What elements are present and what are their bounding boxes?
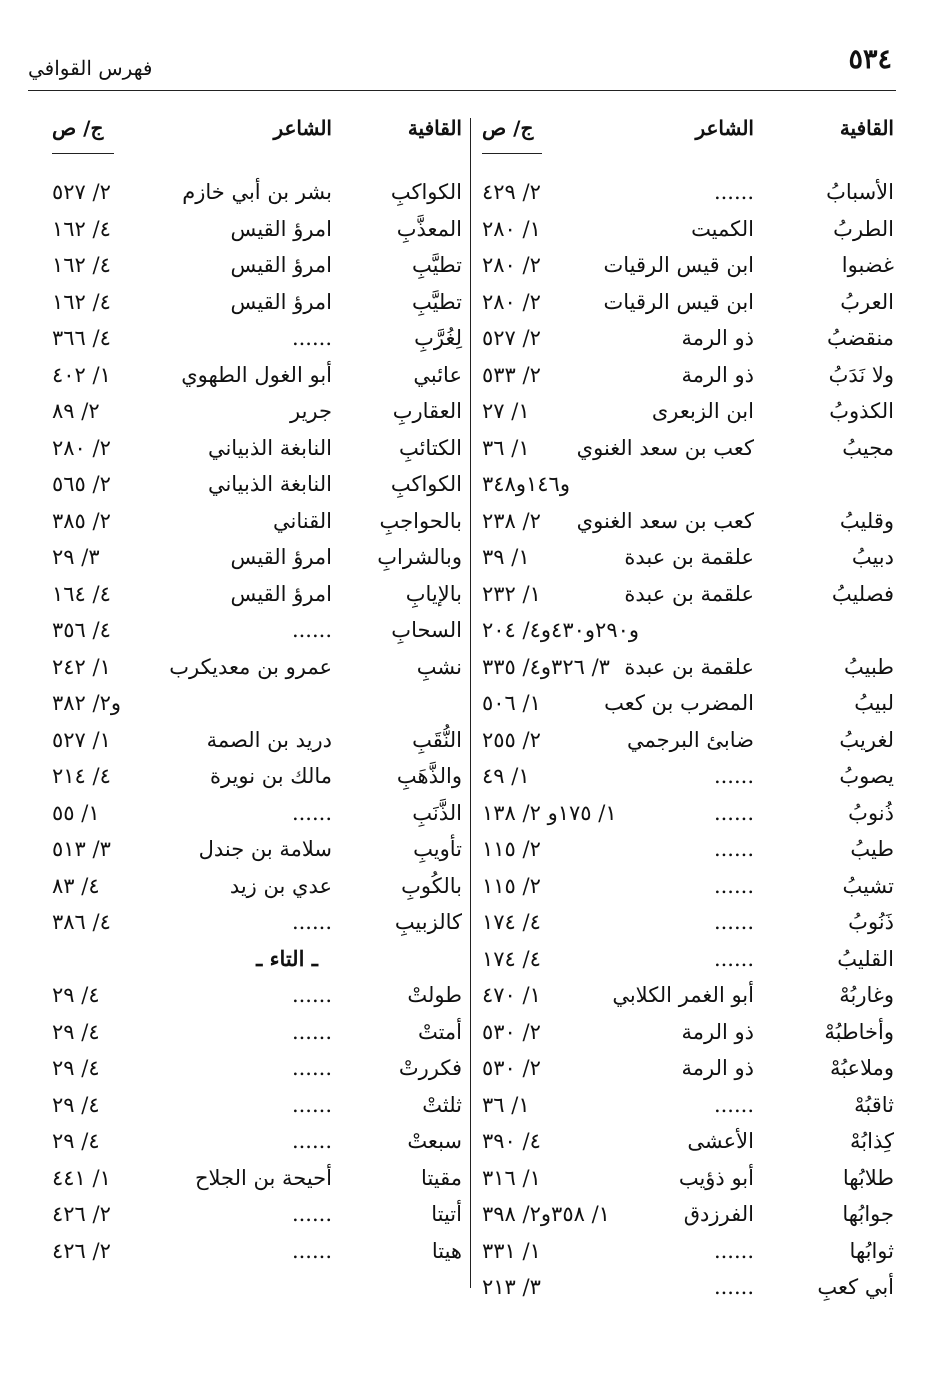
index-row [482,1269,894,1306]
ref-cell: ٢/ ٣٨٥ [52,508,111,533]
column-divider [470,118,471,1288]
rhyme-cell: طيبُ [850,837,894,861]
index-row [482,1160,894,1197]
header-rule [28,90,896,91]
ref-cell: ١/ ٤٠٢ [52,362,111,387]
poet-cell: ...... [713,800,754,825]
ref-cell: ٢/ ٢٨٠ [482,289,541,314]
rhyme-cell: طبيبُ [843,654,894,679]
poet-cell: علقمة بن عبدة [624,581,754,606]
poet-cell: النابغة الذبياني [207,472,332,496]
poet-cell: ابن قيس الرقيات [603,289,754,314]
index-row [52,211,462,248]
poet-cell: ...... [713,910,754,934]
index-row [52,430,462,467]
index-row [52,1087,462,1124]
rhyme-cell: لِغُرَّبِ [414,326,462,350]
ref-cell: ١/ ٣٦ [482,435,530,460]
ref-cell: ٢/ ٥٦٥ [52,472,111,496]
poet-cell: عمرو بن معديكرب [169,654,332,679]
ref-cell: ٤/ ١٦٢ [52,216,111,241]
ref-cell: و١٤٦و٣٤٨ [482,472,570,496]
header-poet: الشاعر [273,116,332,140]
ref-cell: ٢/ ٥٣٠ [482,1056,541,1080]
poet-cell: الكميت [691,216,754,241]
poet-cell: امرؤ القيس [230,216,332,241]
index-row [52,320,462,357]
rhyme-cell: أمتتْ [417,1019,462,1044]
ref-cell: ٢/ ٥٣٠ [482,1019,541,1044]
rhyme-cell: الكذوبُ [829,399,894,423]
ref-cell: ٤/ ٣٥٦ [52,618,111,642]
ref-cell: ٤/ ٢٩ [52,983,100,1007]
header-ref: ج/ ص [482,116,534,140]
ref-cell: ١/ ٢٤٢ [52,654,111,679]
poet-cell: ...... [291,1019,332,1044]
poet-cell: أحيحة بن الجلاح [194,1165,332,1190]
poet-cell: ذو الرمة [681,326,754,350]
poet-cell: عدي بن زيد [229,873,332,898]
rhyme-cell: القليبُ [837,946,894,971]
rhyme-cell: وأخاطبُهْ [824,1019,894,1044]
poet-cell: ذو الرمة [681,1056,754,1080]
rhyme-cell: ثلثتْ [422,1092,462,1117]
index-row [482,1087,894,1124]
poet-cell: ...... [713,180,754,204]
ref-cell: ٤/ ٨٣ [52,873,100,898]
rhyme-cell: الذَّنَبِ [412,800,462,825]
index-row [482,247,894,284]
poet-cell: ...... [291,910,332,934]
rhyme-cell: ذَنُوبُ [848,910,894,934]
poet-cell: دريد بن الصمة [206,727,332,752]
rhyme-cell: مجيبُ [842,435,894,460]
index-row [52,868,462,905]
poet-cell: ...... [291,1092,332,1117]
page-number: ٥٣٤ [848,44,892,75]
rhyme-cell: غضبوا [841,253,894,277]
rhyme-cell: كالزبيبِ [394,910,462,934]
ref-cell: ١/ ٢٣٢ [482,581,541,606]
rhyme-cell: والذَّهَبِ [396,764,462,788]
rows [482,174,894,1306]
ref-cell: ٤/ ٢٩ [52,1092,100,1117]
index-row [52,795,462,832]
index-row [482,758,894,795]
rhyme-cell: وملاعبُهْ [829,1056,894,1080]
poet-cell: المضرب بن كعب [604,691,754,715]
ref-cell: ١/ ٣٦ [482,1092,530,1117]
rhyme-cell: فصليبُ [831,581,894,606]
poet-cell: ...... [291,1056,332,1080]
poet-cell: ...... [291,618,332,642]
poet-cell: كعب بن سعد الغنوي [576,508,754,533]
poet-cell: امرؤ القيس [230,253,332,277]
index-row [52,284,462,321]
ref-cell: ٤/ ٣٨٦ [52,910,111,934]
rhyme-cell: العربُ [840,289,894,314]
index-row [52,393,462,430]
column-header [482,110,894,154]
ref-cell: ٤/ ٢٩ [52,1129,100,1153]
rhyme-cell: يصوبُ [839,764,894,788]
rhyme-cell: ذُنوبُ [848,800,894,825]
poet-cell: امرؤ القيس [230,545,332,569]
rhyme-cell: بالإيابِ [405,581,462,606]
ref-cell: ٤/ ٢٩ [52,1019,100,1044]
poet-cell: علقمة بن عبدة [624,654,754,679]
rhyme-cell: تطيَّبِ [411,289,462,314]
ref-cell: ٣/ ٢١٣ [482,1275,541,1299]
poet-cell: كعب بن سعد الغنوي [576,435,754,460]
ref-cell: ١/ ٣١٦ [482,1165,541,1190]
rhyme-cell: وقليبُ [839,508,894,533]
rhyme-cell: سبعتْ [407,1129,462,1153]
ref-cell: ٣/ ٢٩ [52,545,100,569]
ref-cell: و٢/ ٣٨٢ [52,691,122,715]
index-row [482,831,894,868]
poet-cell: النابغة الذبياني [207,435,332,460]
index-row [482,868,894,905]
poet-cell: ...... [713,1092,754,1117]
index-row [482,576,894,613]
rows [52,174,462,1269]
rhyme-cell: تشيبُ [842,873,894,898]
ref-cell: ١/ ٤٧٠ [482,983,541,1007]
index-row [482,612,894,649]
index-row [482,977,894,1014]
poet-cell: ...... [291,800,332,825]
index-row [482,1196,894,1233]
poet-cell: الفرزدق [683,1202,754,1226]
ref-cell: ٢/ ٤٢٦ [52,1238,111,1263]
index-row [482,649,894,686]
ref-cell: ٢/ ١١٥ [482,873,541,898]
index-row [52,649,462,686]
poet-cell: أبو الغول الطهوي [181,362,332,387]
rhyme-cell: الكواكبِ [390,472,462,496]
rhyme-cell: جوابُها [842,1202,894,1226]
index-row [482,722,894,759]
poet-cell: ...... [713,873,754,898]
index-row [482,1233,894,1270]
header-ref: ج/ ص [52,116,104,140]
index-row [482,539,894,576]
index-row [52,174,462,211]
index-row [52,904,462,941]
rhyme-cell: نشبِ [416,654,462,679]
rhyme-cell: الطربُ [833,216,894,241]
index-row [482,174,894,211]
poet-cell: ...... [713,946,754,971]
poet-cell: ضابئ البرجمي [626,727,754,752]
ref-cell: ٤/ ١٧٤ [482,910,541,934]
ref-cell: ٢/ ٤٢٩ [482,180,541,204]
rhyme-cell: الأسبابُ [826,180,894,204]
rhyme-cell: مقيتا [421,1165,462,1190]
poet-cell: ...... [291,1129,332,1153]
index-row [52,247,462,284]
ref-cell: ٢/ ٢٨٠ [52,435,111,460]
ref-cell: ٢/ ٥٢٧ [482,326,541,350]
ref-cell: ٤/ ١٦٤ [52,581,111,606]
right-column [482,110,894,1306]
rhyme-cell: فكررتْ [398,1056,462,1080]
rhyme-cell: منقضبُ [826,326,894,350]
index-row [52,1050,462,1087]
poet-cell: أبو ذؤيب [678,1165,754,1190]
index-row [482,357,894,394]
index-row [52,357,462,394]
ref-cell: ١/ ٥٥ [52,800,100,825]
header-rhyme: القافية [407,116,462,140]
poet-cell: جرير [290,399,332,423]
poet-cell: بشر بن أبي خازم [182,180,332,204]
index-row [52,612,462,649]
rhyme-cell: هيتا [431,1238,462,1263]
poet-cell: ...... [291,1238,332,1263]
ref-cell: ٤/ ١٦٢ [52,289,111,314]
poet-cell: ذو الرمة [681,1019,754,1044]
index-row [52,576,462,613]
rhyme-cell: ولا نَدَبُ [828,362,894,387]
index-row [52,831,462,868]
section-heading: ـ التاء ـ [256,945,318,971]
rhyme-cell: الكواكبِ [390,180,462,204]
ref-cell: ٢/ ٤٢٦ [52,1202,111,1226]
ref-cell: ٢/ ٢٣٨ [482,508,541,533]
index-row [482,685,894,722]
rhyme-cell: تأويبِ [413,837,462,861]
index-row [482,1050,894,1087]
index-row [482,795,894,832]
rhyme-cell: الكتائبِ [398,435,462,460]
poet-cell: ابن الزبعرى [651,399,754,423]
index-row [52,539,462,576]
index-row [52,1233,462,1270]
ref-cell: ٣/ ٥١٣ [52,837,111,861]
poet-cell: مالك بن نويرة [209,764,332,788]
index-row [482,503,894,540]
ref-cell: ١/ ٥٠٦ [482,691,541,715]
rhyme-cell: ثاقبُهْ [854,1092,894,1117]
rhyme-cell: العقاربِ [392,399,462,423]
rhyme-cell: وبالشرابِ [377,545,462,569]
ref-cell: ٤/ ٢١٤ [52,764,111,788]
poet-cell: ...... [713,837,754,861]
ref-cell: ٤/ ٣٦٦ [52,326,111,350]
rhyme-cell: وغاربُهْ [839,983,894,1007]
poet-cell: علقمة بن عبدة [624,545,754,569]
rhyme-cell: المعذَّبِ [396,216,462,241]
index-row [482,1014,894,1051]
rhyme-cell: كِذابُهْ [850,1129,894,1153]
ref-cell: ٢/ ٢٥٥ [482,727,541,752]
running-title: فهرس القوافي [28,56,153,80]
index-row [52,466,462,503]
rhyme-cell: أبي كعبِ [817,1275,894,1299]
poet-cell: القناني [273,508,332,533]
poet-cell: ...... [291,983,332,1007]
ref-cell: ١/ ٤٩ [482,764,530,788]
column-header [52,110,462,154]
ref-cell: ٣/ ٣٢٦و٤/ ٣٣٥ [482,654,610,679]
rhyme-cell: تطيَّبِ [411,253,462,277]
index-row [52,1123,462,1160]
poet-cell: امرؤ القيس [230,289,332,314]
rhyme-cell: عائبي [413,362,462,387]
rhyme-cell: طلابُها [842,1165,894,1190]
poet-cell: ابن قيس الرقيات [603,253,754,277]
header-rhyme: القافية [839,116,894,140]
index-row [52,685,462,722]
poet-cell: امرؤ القيس [230,581,332,606]
ref-cell: ١/ ٢٧ [482,399,530,423]
ref-cell: ٤/ ٣٩٠ [482,1129,541,1153]
index-row [52,1196,462,1233]
index-row [482,941,894,978]
rhyme-cell: لبيبُ [854,691,894,715]
poet-cell: ...... [291,326,332,350]
ref-cell: ١/ ٥٢٧ [52,727,111,752]
ref-cell: ١/ ٣٣١ [482,1238,541,1263]
left-column [52,110,462,1269]
index-row [482,393,894,430]
ref-cell: ٤/ ١٧٤ [482,946,541,971]
index-row [52,722,462,759]
rhyme-cell: النُّقَبِ [412,727,462,752]
ref-cell: ١/ ٣٩ [482,545,530,569]
ref-cell: ٢/ ٥٢٧ [52,180,111,204]
ref-cell: ٤/ ٢٩ [52,1056,100,1080]
ref-cell: ١/ ٢٨٠ [482,216,541,241]
ref-cell: ١/ ٣٥٨و٢/ ٣٩٨ [482,1202,610,1226]
ref-cell: ١/ ٤٤١ [52,1165,111,1190]
poet-cell: أبو الغمر الكلابي [612,983,754,1007]
index-row [482,1123,894,1160]
rhyme-cell: ثوابُها [849,1238,894,1263]
index-row [482,284,894,321]
index-row [52,1014,462,1051]
poet-cell: سلامة بن جندل [198,837,332,861]
index-row [482,211,894,248]
header-poet: الشاعر [695,116,754,140]
index-row [482,466,894,503]
index-row [52,503,462,540]
poet-cell: ذو الرمة [681,362,754,387]
ref-cell: ٢/ ٢٨٠ [482,253,541,277]
rhyme-cell: لغريبُ [839,727,894,752]
poet-cell: ...... [713,764,754,788]
ref-cell: ٢/ ١١٥ [482,837,541,861]
rhyme-cell: بالحواجبِ [379,508,462,533]
index-row [482,320,894,357]
rhyme-cell: دبيبُ [851,545,894,569]
rhyme-cell: أتيتا [431,1202,462,1226]
index-row [52,1160,462,1197]
poet-cell: ...... [713,1238,754,1263]
ref-cell: ١/ ١٧٥و ٢/ ١٣٨ [482,800,617,825]
rhyme-cell: السحابِ [391,618,462,642]
ref-cell: و٢٩٠و٤٣٠و٤/ ٢٠٤ [482,618,640,642]
ref-cell: ٤/ ١٦٢ [52,253,111,277]
poet-cell: ...... [291,1202,332,1226]
index-row [482,904,894,941]
poet-cell: الأعشى [687,1129,754,1153]
index-row [52,977,462,1014]
rhyme-cell: بالكُوبِ [401,873,462,898]
ref-cell: ٢/ ٥٣٣ [482,362,541,387]
ref-cell: ٢/ ٨٩ [52,399,100,423]
index-row [52,758,462,795]
poet-cell: ...... [713,1275,754,1299]
rhyme-cell: طولتْ [407,983,462,1007]
index-row [482,430,894,467]
